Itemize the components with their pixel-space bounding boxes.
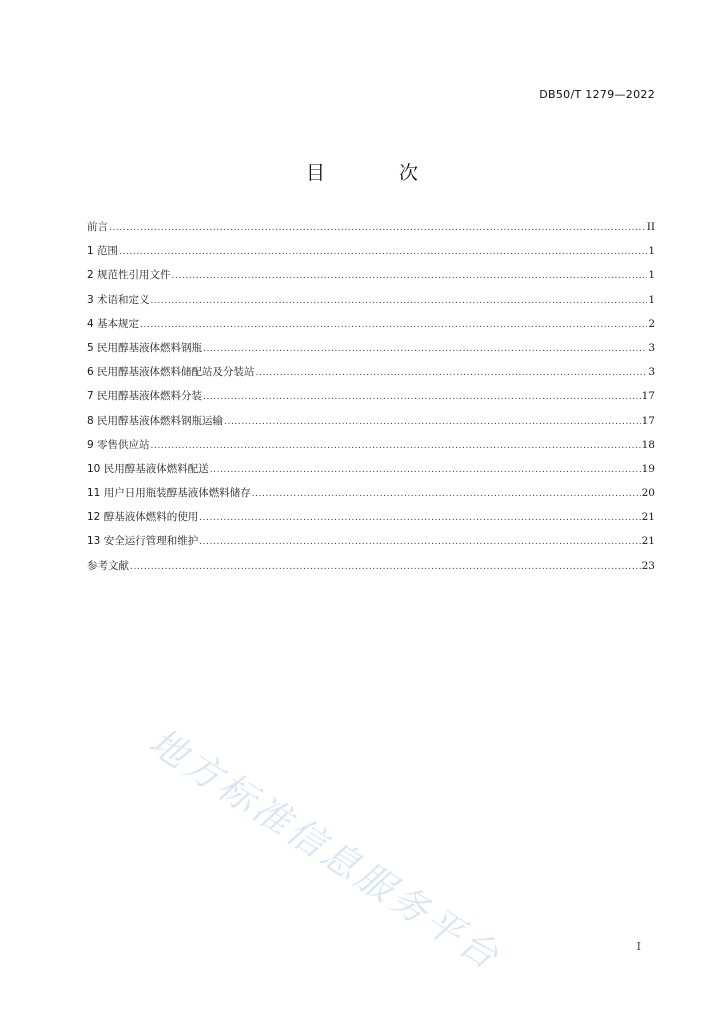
toc-title: 目 次: [305, 162, 453, 184]
toc-entry-bibliography[interactable]: [87, 558, 655, 582]
toc-entry-page: 21: [641, 511, 655, 524]
toc-entry-label: 12 醇基液体燃料的使用: [87, 511, 199, 524]
toc-entry-12[interactable]: [87, 509, 655, 533]
toc-leader-dots: [151, 293, 648, 309]
page-number: I: [636, 940, 641, 953]
toc-entry-page: 17: [641, 390, 655, 403]
toc-entry-9[interactable]: [87, 437, 655, 461]
toc-entry-13[interactable]: [87, 533, 655, 557]
toc-leader-dots: [151, 438, 641, 454]
toc-leader-dots: [224, 414, 641, 430]
toc-leader-dots: [130, 559, 641, 575]
toc-leader-dots: [252, 486, 641, 502]
toc-entry-label: 6 民用醇基液体燃料储配站及分装站: [87, 366, 255, 379]
toc-entry-page: 21: [641, 535, 655, 548]
toc-entry-6[interactable]: [87, 364, 655, 388]
watermark: 地方标准信息服务平台: [141, 719, 509, 980]
toc-leader-dots: [203, 341, 647, 357]
toc-entry-7[interactable]: [87, 388, 655, 412]
toc-entry-page: 1: [648, 269, 655, 282]
toc-leader-dots: [210, 462, 641, 478]
toc-entry-label: 3 术语和定义: [87, 293, 150, 306]
toc-entry-3[interactable]: [87, 292, 655, 316]
toc-leader-dots: [199, 510, 640, 526]
toc-entry-1[interactable]: [87, 243, 655, 267]
toc-entry-8[interactable]: [87, 413, 655, 437]
toc-leader-dots: [119, 244, 647, 260]
toc-entry-label: 前言: [87, 221, 108, 233]
toc-entry-page: 1: [648, 245, 655, 258]
toc-entry-page: 3: [648, 366, 655, 379]
toc-entry-page: 3: [648, 341, 655, 354]
toc-entry-10[interactable]: [87, 461, 655, 485]
toc-entry-page: 1: [648, 293, 655, 306]
toc-entry-label: 11 用户日用瓶装醇基液体燃料储存: [87, 487, 251, 500]
toc-entry-page: 17: [641, 414, 655, 427]
toc-entry-label: 2 规范性引用文件: [87, 269, 171, 282]
toc-entry-page: 19: [641, 462, 655, 475]
toc-leader-dots: [199, 534, 640, 550]
toc-leader-dots: [109, 220, 646, 236]
toc-entry-label: 参考文献: [87, 559, 129, 572]
toc-entry-label: 10 民用醇基液体燃料配送: [87, 462, 209, 475]
toc-entry-label: 7 民用醇基液体燃料分装: [87, 390, 203, 403]
toc-entry-label: 4 基本规定: [87, 317, 140, 330]
toc-entry-label: 13 安全运行管理和维护: [87, 535, 199, 548]
toc-list: [87, 219, 655, 582]
toc-entry-foreword[interactable]: [87, 219, 655, 243]
toc-leader-dots: [203, 389, 641, 405]
toc-entry-2[interactable]: [87, 267, 655, 291]
toc-entry-page: 20: [641, 487, 655, 500]
toc-leader-dots: [256, 365, 648, 381]
toc-entry-label: 9 零售供应站: [87, 438, 150, 451]
toc-entry-page: 18: [641, 438, 655, 451]
toc-entry-11[interactable]: [87, 485, 655, 509]
toc-entry-page: 23: [641, 559, 655, 572]
toc-leader-dots: [172, 268, 648, 284]
toc-entry-label: 8 民用醇基液体燃料钢瓶运输: [87, 414, 224, 427]
document-code: DB50/T 1279—2022: [539, 88, 655, 101]
toc-entry-label: 1 范围: [87, 245, 119, 258]
toc-entry-page: II: [646, 221, 655, 233]
toc-entry-4[interactable]: [87, 316, 655, 340]
toc-entry-5[interactable]: [87, 340, 655, 364]
toc-entry-label: 5 民用醇基液体燃料钢瓶: [87, 341, 203, 354]
toc-entry-page: 2: [648, 317, 655, 330]
toc-leader-dots: [140, 317, 647, 333]
